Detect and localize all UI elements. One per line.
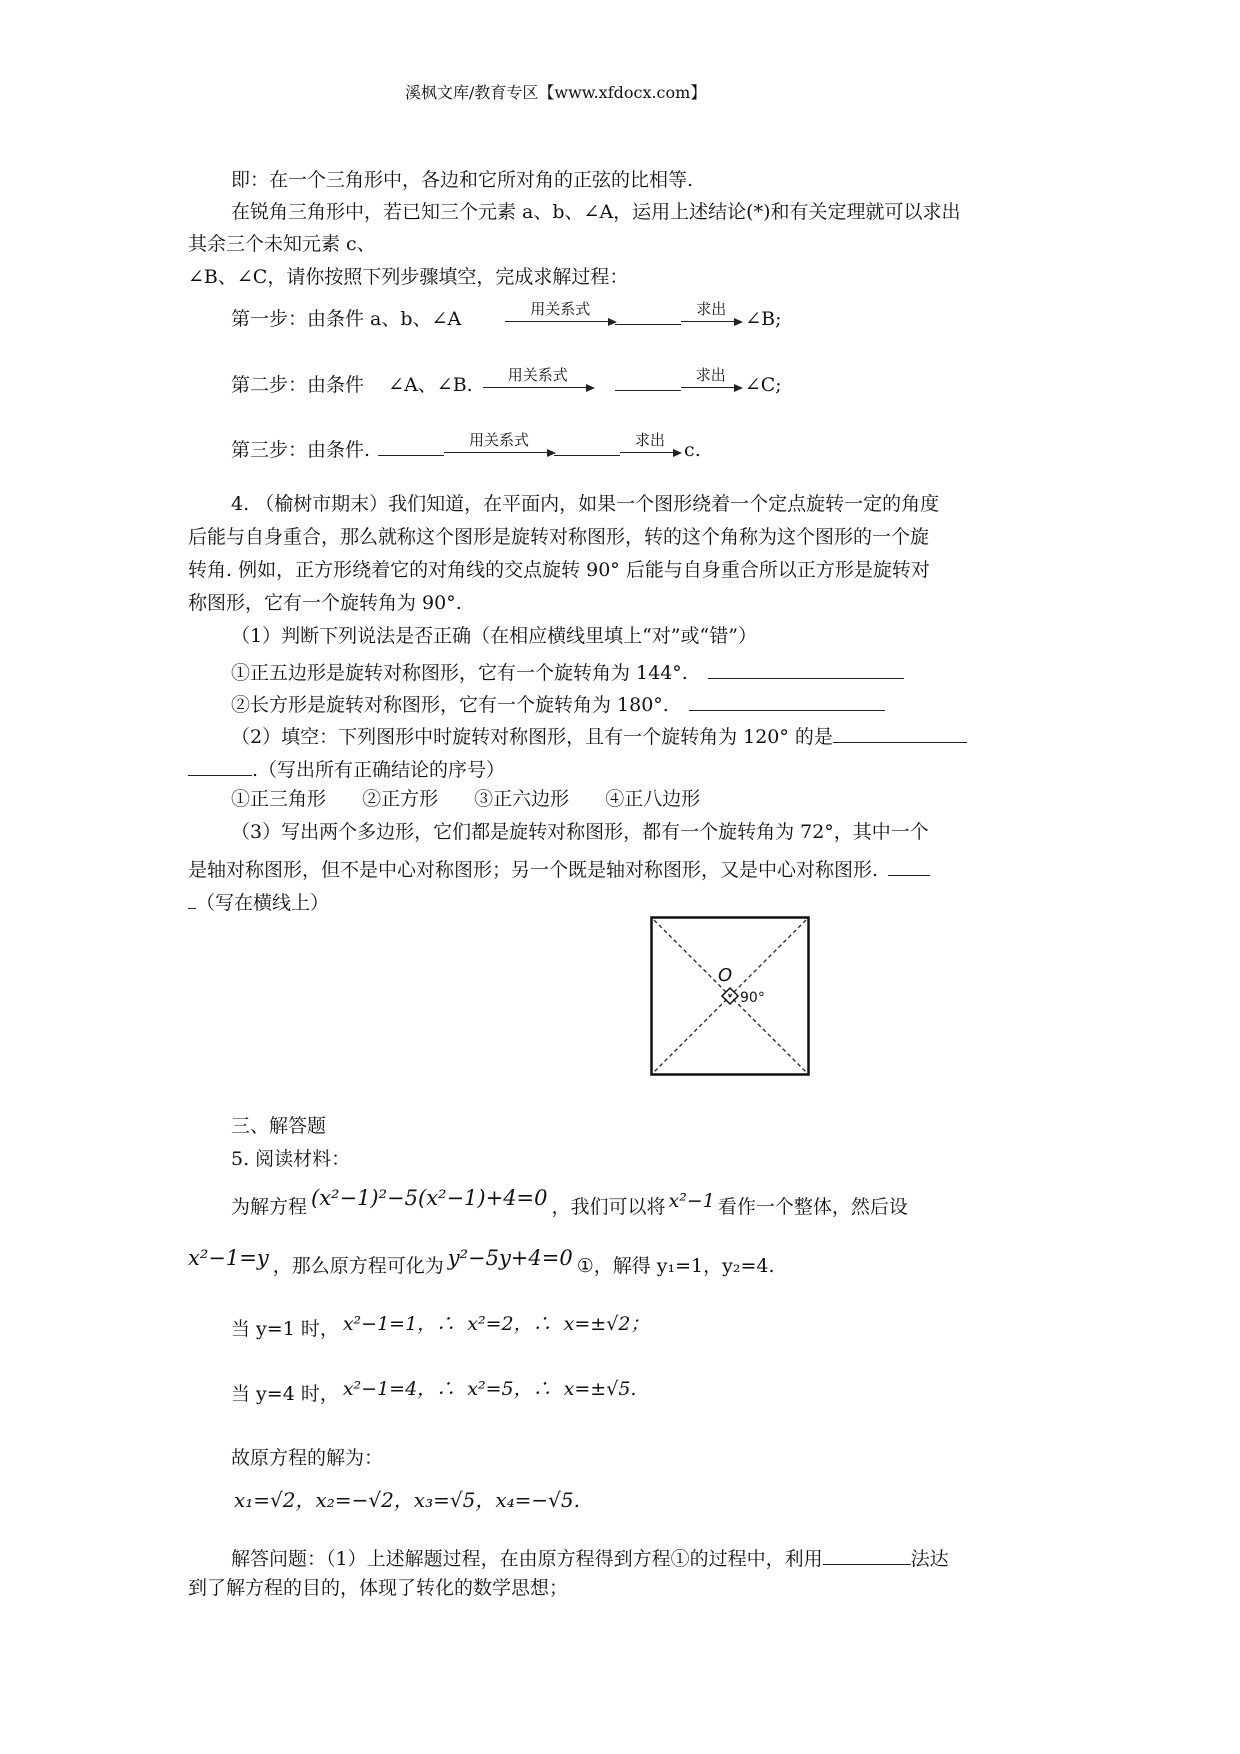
step-1 <box>231 300 782 330</box>
option-4: ④正八边形 <box>605 788 701 810</box>
q5-text-3: 看作一个整体，然后设 <box>717 1196 908 1218</box>
step-2-prefix: 第二步：由条件 ∠A、∠B. <box>231 374 473 396</box>
q5-answer-1-cont: 到了解方程的目的，体现了转化的数学思想； <box>188 1577 569 1599</box>
q4-options <box>231 790 700 809</box>
q5-case-2 <box>231 1378 637 1405</box>
q4-sub-3-blank-1[interactable] <box>888 857 930 876</box>
paragraph-2-line-2: 其余三个未知元素 c、 <box>188 233 376 255</box>
answer-1-text: 解答问题：（1）上述解题过程，在由原方程得到方程①的过程中，利用 <box>231 1548 823 1570</box>
step-3-blank-1[interactable] <box>378 437 444 456</box>
step-3-suffix: c. <box>684 439 701 461</box>
square-rotation-figure <box>650 916 810 1076</box>
q4-sub-3-blank-2[interactable] <box>188 890 196 909</box>
case-1-label: 当 y=1 时， <box>231 1318 339 1340</box>
q4-sub-1b-blank[interactable] <box>689 692 885 711</box>
q4-sub-2-text: （2）填空：下列图形中时旋转对称图形，且有一个旋转角为 120° 的是 <box>231 726 833 748</box>
option-1: ①正三角形 <box>231 788 327 810</box>
q4-sub-1b <box>231 692 885 715</box>
step-1-blank-1[interactable] <box>615 306 681 325</box>
q5-text-5: ①，解得 y₁=1，y₂=4. <box>576 1255 775 1277</box>
q4-sub-1a-blank[interactable] <box>708 660 904 679</box>
q4-sub-1: （1）判断下列说法是否正确（在相应横线里填上“对”或“错”） <box>231 625 757 647</box>
arrow-label: 求出 <box>696 300 727 318</box>
q5-text-1: 为解方程 <box>231 1196 308 1218</box>
q5-solutions: x₁=√2，x₂=−√2，x₃=√5，x₄=−√5. <box>234 1488 580 1512</box>
step-3 <box>231 431 701 461</box>
arrow-label: 用关系式 <box>507 366 568 384</box>
q4-sub-3c-text: （写在横线上） <box>196 892 330 914</box>
arrow-label: 用关系式 <box>469 431 530 449</box>
answer-1-text-2: 法达 <box>910 1548 949 1570</box>
q4-sub-2-cont <box>188 757 505 780</box>
angle-label: 90° <box>740 990 765 1006</box>
option-2: ②正方形 <box>362 788 439 810</box>
equation-3: x²−1=y <box>188 1246 269 1270</box>
q4-sub-3b <box>188 857 930 880</box>
paragraph-2-line-3: ∠B、∠C，请你按照下列步骤填空，完成求解过程： <box>188 266 629 288</box>
paragraph-1: 即：在一个三角形中，各边和它所对角的正弦的比相等. <box>231 169 694 191</box>
arrow-label: 求出 <box>635 431 666 449</box>
q5-line-1 <box>231 1186 908 1218</box>
q4-sub-2-blank-1[interactable] <box>833 724 967 743</box>
q4-sub-2 <box>231 724 967 747</box>
arrow-label: 用关系式 <box>530 300 591 318</box>
q4-sub-3a: （3）写出两个多边形，它们都是旋转对称图形，都有一个旋转角为 72°，其中一个 <box>231 821 929 843</box>
step-2-blank-1[interactable] <box>615 372 681 391</box>
q4-line-4: 称图形，它有一个旋转角为 90°. <box>188 592 462 614</box>
q4-sub-2-blank-2[interactable] <box>188 757 252 776</box>
page-header: 溪枫文库/教育专区【www.xfdocx.com】 <box>405 83 707 102</box>
equation-4: y²−5y+4=0 <box>447 1246 573 1270</box>
section-3-heading: 三、解答题 <box>231 1115 327 1137</box>
arrow-label: 求出 <box>695 366 726 384</box>
step-1-suffix: ∠B; <box>745 308 782 330</box>
q4-sub-3c <box>188 890 329 913</box>
answer-1-blank[interactable] <box>823 1546 911 1565</box>
equation-1: (x²−1)²−5(x²−1)+4=0 <box>311 1186 548 1210</box>
step-2-suffix: ∠C; <box>744 374 782 396</box>
step-2 <box>231 366 782 396</box>
q5-line-2 <box>188 1246 775 1277</box>
paragraph-2-line-1: 在锐角三角形中，若已知三个元素 a、b、∠A，运用上述结论(*)和有关定理就可以求出 <box>231 201 961 223</box>
case-2-math: x²−1=4，∴ x²=5，∴ x=±√5. <box>342 1378 637 1400</box>
case-2-label: 当 y=4 时， <box>231 1383 339 1405</box>
q5-text-4: ，那么原方程可化为 <box>272 1255 444 1277</box>
step-3-blank-2[interactable] <box>554 437 620 456</box>
q5-solution-label: 故原方程的解为： <box>231 1447 384 1469</box>
q4-sub-2-cont-text: .（写出所有正确结论的序号） <box>252 759 506 781</box>
option-3: ③正六边形 <box>474 788 570 810</box>
q4-sub-3b-text: 是轴对称图形，但不是中心对称图形；另一个既是轴对称图形，又是中心对称图形. <box>188 859 879 881</box>
q4-line-2: 后能与自身重合，那么就称这个图形是旋转对称图形，转的这个角称为这个图形的一个旋 <box>188 526 930 548</box>
q5-case-1 <box>231 1313 650 1340</box>
case-1-math: x²−1=1，∴ x²=2，∴ x=±√2； <box>342 1313 650 1335</box>
q4-sub-1a <box>231 660 904 683</box>
q5-title: 5. 阅读材料： <box>231 1148 351 1170</box>
q4-sub-1b-text: ②长方形是旋转对称图形，它有一个旋转角为 180°. <box>231 694 669 716</box>
center-label: O <box>718 965 733 986</box>
q5-answer-1 <box>231 1546 949 1569</box>
q5-text-2: ，我们可以将 <box>551 1196 666 1218</box>
step-1-prefix: 第一步：由条件 a、b、∠A <box>231 308 462 330</box>
q4-line-3: 转角. 例如，正方形绕着它的对角线的交点旋转 90° 后能与自身重合所以正方形是旋转对 <box>188 559 930 581</box>
q4-line-1: 4. （榆树市期末）我们知道，在平面内，如果一个图形绕着一个定点旋转一定的角度 <box>231 493 940 515</box>
equation-2: x²−1 <box>668 1190 715 1212</box>
step-3-prefix: 第三步：由条件. <box>231 439 371 461</box>
q4-sub-1a-text: ①正五边形是旋转对称图形，它有一个旋转角为 144°. <box>231 662 688 684</box>
